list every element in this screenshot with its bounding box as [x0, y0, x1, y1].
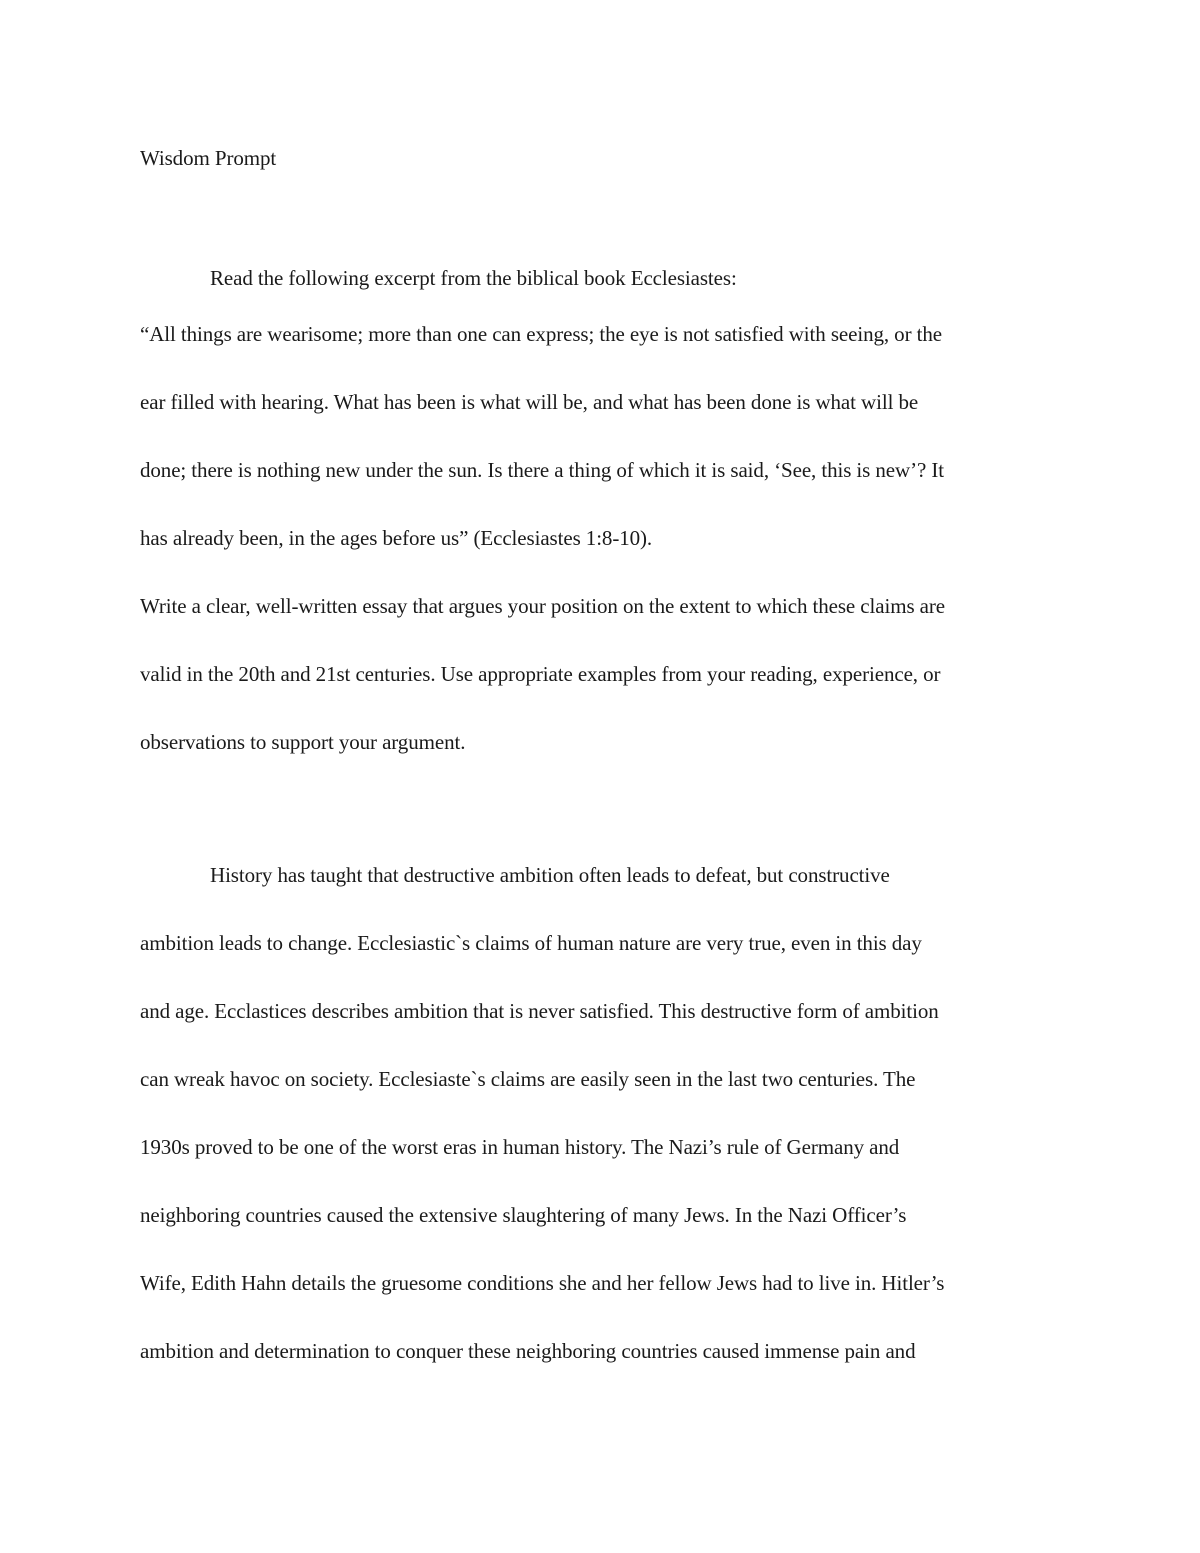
instruction-line: observations to support your argument.: [140, 730, 466, 754]
essay-line: neighboring countries caused the extensive slaughtering of many Jews. In the Nazi Officer’s: [140, 1203, 907, 1227]
essay-line: and age. Ecclastices describes ambition that is never satisfied. This destructive form of ambition: [140, 999, 939, 1023]
essay-line: Wife, Edith Hahn details the gruesome conditions she and her fellow Jews had to live in. Hitler’s: [140, 1271, 945, 1295]
quote-line: “All things are wearisome; more than one can express; the eye is not satisfied with seeing, or the: [140, 322, 942, 346]
essay-line: 1930s proved to be one of the worst eras in human history. The Nazi’s rule of Germany and: [140, 1135, 900, 1159]
quote-line: done; there is nothing new under the sun. Is there a thing of which it is said, ‘See, this is new’? It: [140, 458, 944, 482]
essay-line: ambition and determination to conquer these neighboring countries caused immense pain and: [140, 1339, 916, 1363]
essay-line: can wreak havoc on society. Ecclesiaste`s claims are easily seen in the last two centuries. The: [140, 1067, 916, 1091]
instruction-line: valid in the 20th and 21st centuries. Use appropriate examples from your reading, experience, or: [140, 662, 941, 686]
instruction-line: Write a clear, well-written essay that argues your position on the extent to which these claims are: [140, 594, 946, 618]
essay-line: History has taught that destructive ambition often leads to defeat, but constructive: [210, 863, 890, 887]
essay-line: ambition leads to change. Ecclesiastic`s claims of human nature are very true, even in this day: [140, 931, 922, 955]
quote-line: has already been, in the ages before us” (Ecclesiastes 1:8-10).: [140, 526, 653, 550]
quote-line: ear filled with hearing. What has been is what will be, and what has been done is what will be: [140, 390, 919, 414]
document-title: Wisdom Prompt: [140, 146, 277, 170]
prompt-intro: Read the following excerpt from the biblical book Ecclesiastes:: [210, 266, 737, 290]
